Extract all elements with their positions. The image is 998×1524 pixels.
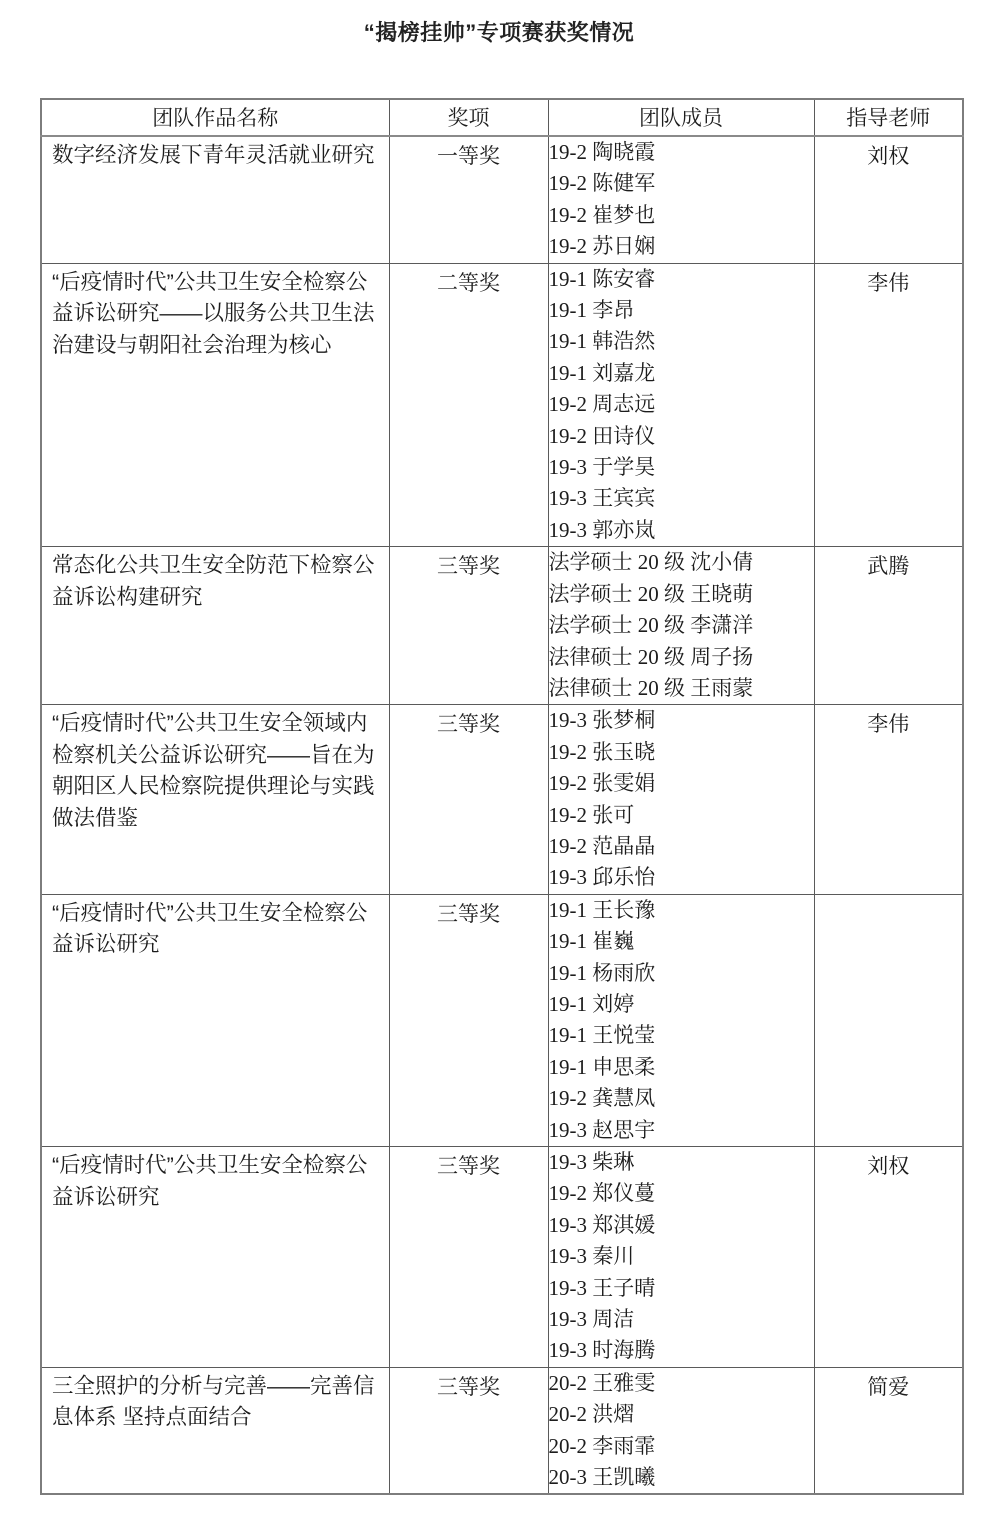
table-row (41, 547, 963, 705)
work-cell (41, 894, 389, 1146)
work-cell (41, 1147, 389, 1368)
work-cell (41, 136, 389, 263)
teacher-cell (814, 1367, 963, 1494)
member-line: 20-2 李雨霏 (548, 1433, 656, 1458)
member-line: 19-1 李昂 (548, 298, 635, 323)
teacher-cell (814, 1147, 963, 1368)
member-line: 19-1 申思柔 (548, 1054, 656, 1079)
member-line: 19-3 张梦桐 (548, 708, 656, 733)
teacher-cell (814, 705, 963, 894)
member-line: 20-3 王凯曦 (548, 1465, 656, 1490)
awards-table (40, 98, 964, 1495)
work-title: “后疫情时代”公共卫生安全检察公益诉讼研究 (52, 1153, 368, 1209)
member-line: 19-3 赵思宇 (548, 1117, 656, 1142)
teacher-name: 刘权 (867, 1155, 910, 1178)
header-cell-teacher: 指导老师 (814, 99, 963, 136)
award-cell (389, 894, 548, 1146)
teacher-cell (814, 894, 963, 1146)
member-line: 19-2 陶晓霞 (548, 140, 656, 164)
members-cell (548, 894, 814, 1146)
table-row (41, 263, 963, 547)
member-line: 19-3 柴琳 (548, 1150, 635, 1174)
table-row (41, 1147, 963, 1368)
award-cell (389, 547, 548, 705)
members-cell (548, 136, 814, 263)
award-label: 三等奖 (437, 713, 500, 737)
member-line: 20-2 王雅雯 (548, 1370, 656, 1395)
awards-table-body (41, 136, 963, 1494)
award-label: 二等奖 (437, 271, 500, 295)
member-line: 19-1 崔巍 (548, 929, 635, 954)
member-line: 19-2 苏日娴 (548, 234, 656, 259)
member-line: 19-3 王宾宾 (548, 486, 656, 511)
header-row (41, 99, 963, 136)
work-cell (41, 263, 389, 547)
member-line: 19-3 秦川 (548, 1244, 635, 1269)
members-cell (548, 263, 814, 547)
member-line: 19-2 郑仪蔓 (548, 1181, 656, 1206)
award-label: 三等奖 (437, 555, 500, 579)
award-cell (389, 1367, 548, 1494)
work-cell (41, 705, 389, 894)
award-label: 三等奖 (437, 1375, 500, 1399)
teacher-name: 李伟 (867, 713, 910, 737)
award-label: 三等奖 (437, 1155, 500, 1178)
member-line: 19-2 崔梦也 (548, 202, 656, 227)
teacher-name: 李伟 (867, 271, 910, 295)
member-line: 19-2 张雯娟 (548, 771, 656, 796)
member-line: 19-3 邱乐怡 (548, 865, 656, 890)
page-title: “揭榜挂帅”专项赛获奖情况 (363, 20, 635, 45)
member-line: 19-2 张可 (548, 802, 635, 827)
member-line: 19-2 范晶晶 (548, 833, 656, 858)
members-cell (548, 547, 814, 705)
member-line: 19-3 于学昊 (548, 455, 656, 480)
table-row (41, 1367, 963, 1494)
member-line: 法学硕士 20 级 沈小倩 (548, 550, 754, 575)
work-title: “后疫情时代”公共卫生安全检察公益诉讼研究——以服务公共卫生法治建设与朝阳社会治理为核心 (52, 269, 375, 357)
teacher-name: 简爱 (867, 1375, 910, 1399)
teacher-name: 刘权 (867, 145, 910, 168)
header-cell-work: 团队作品名称 (41, 99, 389, 136)
work-cell (41, 547, 389, 705)
work-title: “后疫情时代”公共卫生安全检察公益诉讼研究 (52, 900, 368, 957)
teacher-name (815, 895, 963, 899)
member-line: 法律硕士 20 级 王雨蒙 (548, 675, 754, 700)
award-cell (389, 705, 548, 894)
award-cell (389, 263, 548, 547)
teacher-cell (814, 547, 963, 705)
member-line: 19-2 张玉晓 (548, 739, 656, 764)
work-title: 常态化公共卫生安全防范下检察公益诉讼构建研究 (52, 553, 375, 609)
member-line: 法学硕士 20 级 王晓萌 (548, 581, 754, 606)
member-line: 19-2 陈健军 (548, 171, 656, 196)
member-line: 19-3 时海腾 (548, 1338, 656, 1363)
award-label: 一等奖 (437, 145, 500, 168)
member-line: 19-2 周志远 (548, 392, 656, 417)
table-row (41, 705, 963, 894)
work-title: 数字经济发展下青年灵活就业研究 (52, 143, 375, 167)
member-line: 19-2 龚慧凤 (548, 1086, 656, 1111)
header-cell-members: 团队成员 (548, 99, 814, 136)
awards-table-head (41, 99, 963, 136)
member-line: 19-1 王长豫 (548, 897, 656, 922)
award-cell (389, 1147, 548, 1368)
member-line: 19-1 刘婷 (548, 991, 635, 1016)
member-line: 19-2 田诗仪 (548, 423, 656, 448)
work-cell (41, 1367, 389, 1494)
header-cell-award: 奖项 (389, 99, 548, 136)
member-line: 19-1 杨雨欣 (548, 960, 656, 985)
table-row (41, 136, 963, 263)
table-row (41, 894, 963, 1146)
teacher-cell (814, 136, 963, 263)
members-cell (548, 705, 814, 894)
member-line: 19-1 刘嘉龙 (548, 360, 656, 385)
member-line: 19-3 郑淇媛 (548, 1212, 656, 1237)
member-line: 19-3 周洁 (548, 1307, 635, 1332)
member-line: 19-3 王子晴 (548, 1275, 656, 1300)
teacher-name: 武腾 (867, 555, 910, 579)
work-title: “后疫情时代”公共卫生安全领域内检察机关公益诉讼研究——旨在为朝阳区人民检察院提供理论与实践做法借鉴 (52, 711, 375, 830)
award-label: 三等奖 (437, 902, 500, 926)
work-title: 三全照护的分析与完善——完善信息体系 坚持点面结合 (52, 1373, 375, 1430)
teacher-cell (814, 263, 963, 547)
member-line: 法律硕士 20 级 周子扬 (548, 644, 754, 669)
document-page (0, 16, 998, 1495)
member-line: 19-1 王悦莹 (548, 1023, 656, 1048)
award-cell (389, 136, 548, 263)
member-line: 法学硕士 20 级 李潇洋 (548, 613, 754, 638)
members-cell (548, 1367, 814, 1494)
members-cell (548, 1147, 814, 1368)
member-line: 19-1 韩浩然 (548, 329, 656, 354)
member-line: 19-3 郭亦岚 (548, 517, 656, 542)
member-line: 20-2 洪熠 (548, 1402, 635, 1427)
member-line: 19-1 陈安睿 (548, 266, 656, 291)
